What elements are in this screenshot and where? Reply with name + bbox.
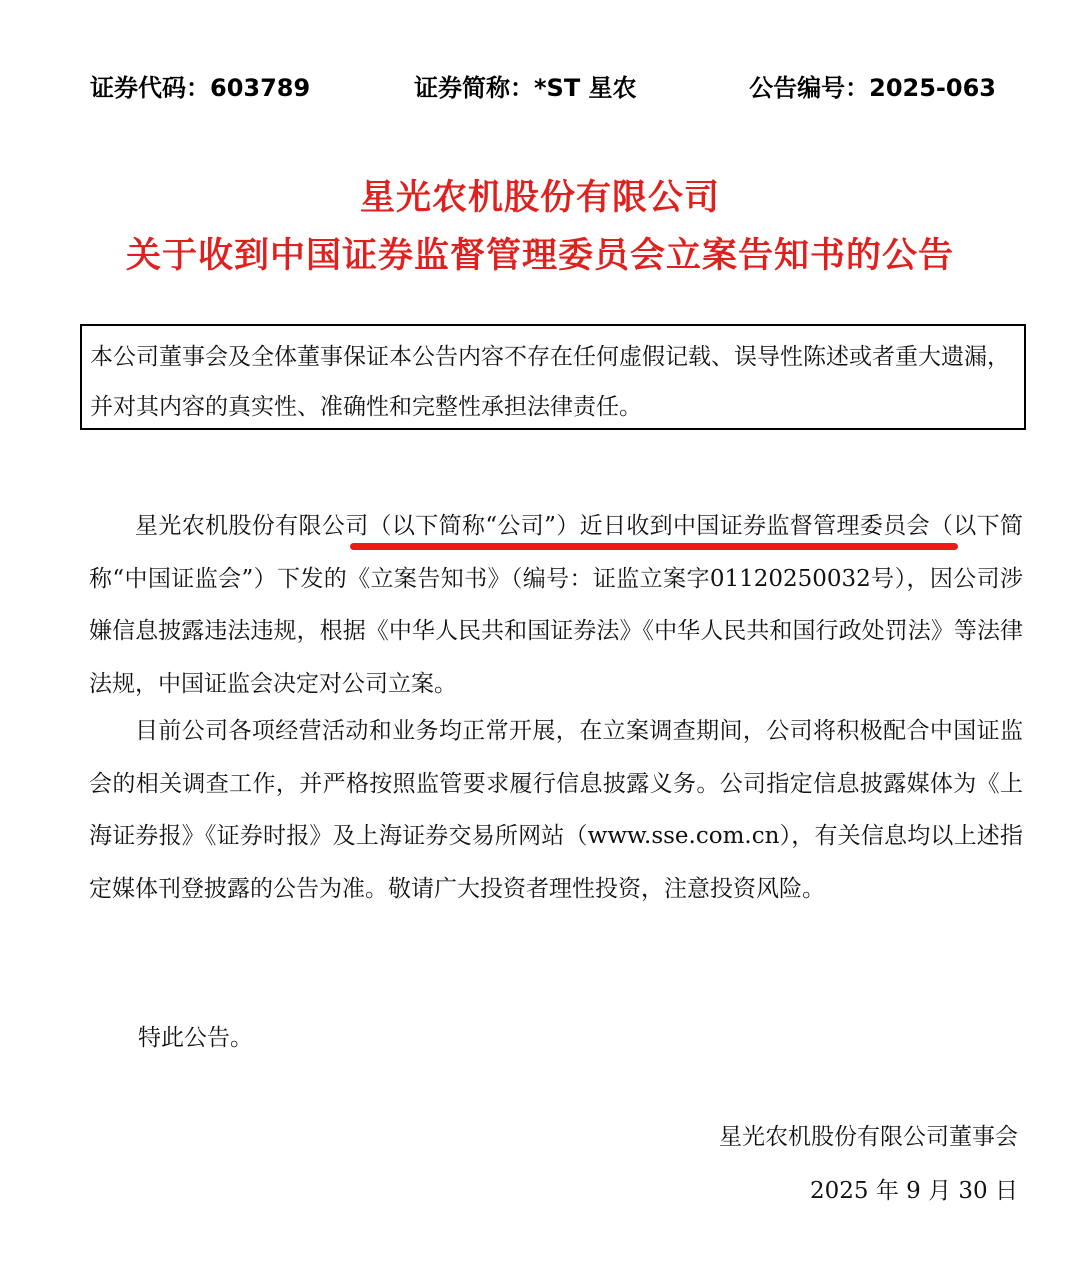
security-code: 证券代码：603789 xyxy=(90,74,311,102)
paragraph-operations: 目前公司各项经营活动和业务均正常开展，在立案调查期间，公司将积极配合中国证监会的相关调查工作，并严格按照监管要求履行信息披露义务。公司指定信息披露媒体为《上海证券报》《证券时报》及上海证券交易所网站（www.sse.com.cn），有关信息均以上述指定媒体刊登披露的公告为准。敬请广大投资者理性投资，注意投资风险。 xyxy=(89,718,1023,902)
title-subject: 关于收到中国证券监督管理委员会立案告知书的公告 xyxy=(125,236,954,276)
paragraph-case-filing: 星光农机股份有限公司（以下简称“公司”）近日收到中国证券监督管理委员会（以下简称“中国证监会”）下发的《立案告知书》（编号：证监立案字01120250032号），因公司涉嫌信息披露违法违规，根据《中华人民共和国证券法》《中华人民共和国行政处罚法》等法律法规，中国证监会决定对公司立案。 xyxy=(89,513,1023,697)
closing-statement: 特此公告。 xyxy=(138,1025,253,1051)
signature-company: 星光农机股份有限公司董事会 xyxy=(719,1124,1018,1150)
announcement-number: 公告编号：2025-063 xyxy=(749,74,996,102)
red-highlight-underline xyxy=(350,543,958,550)
security-abbreviation: 证券简称：*ST 星农 xyxy=(414,74,637,102)
header-row xyxy=(90,64,996,104)
board-guarantee-notice: 本公司董事会及全体董事保证本公告内容不存在任何虚假记载、误导性陈述或者重大遗漏，并对其内容的真实性、准确性和完整性承担法律责任。 xyxy=(80,324,1026,430)
signature-date: 2025 年 9 月 30 日 xyxy=(810,1178,1018,1204)
title-company: 星光农机股份有限公司 xyxy=(359,178,720,218)
